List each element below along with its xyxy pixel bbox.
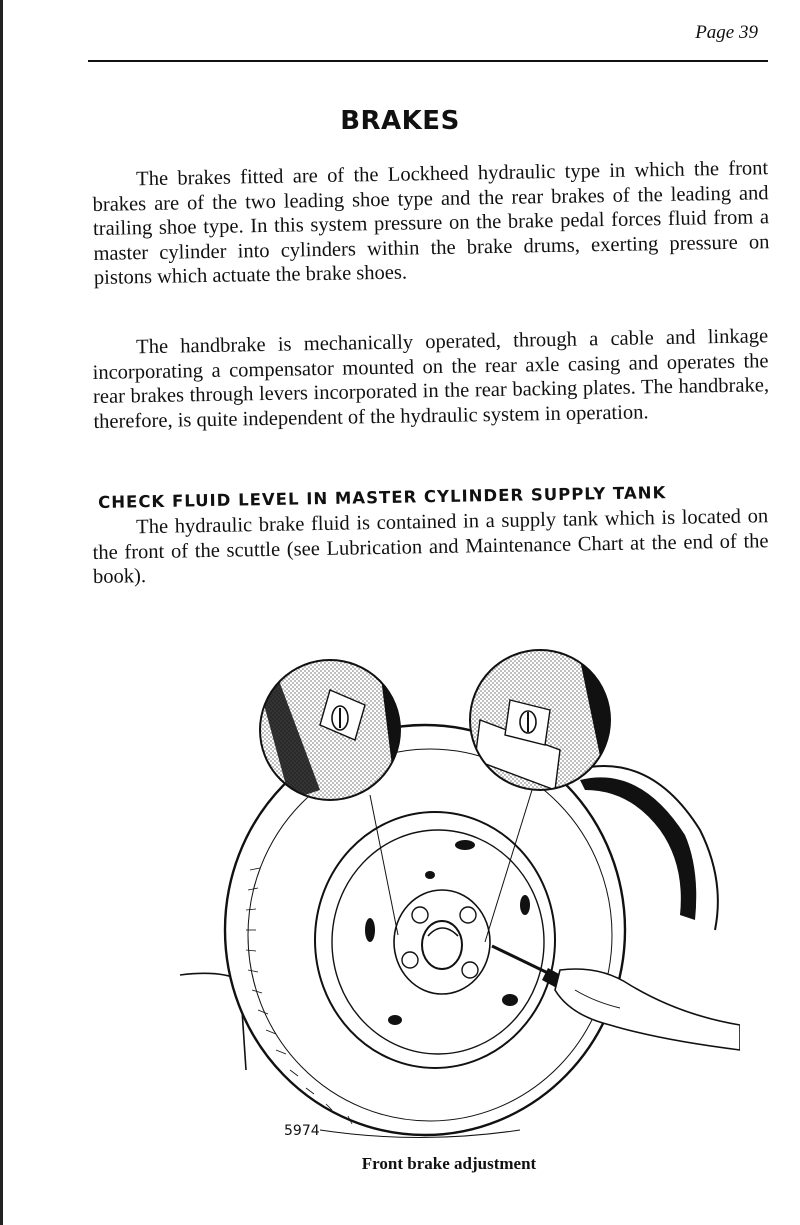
brake-adjustment-illustration: [180, 630, 740, 1140]
header-rule: [88, 60, 768, 62]
page-title: BRAKES: [340, 106, 460, 136]
inset-detail-right: [470, 650, 615, 790]
figure-caption: Front brake adjustment: [361, 1154, 537, 1173]
page-edge: [0, 0, 3, 1225]
section-heading: CHECK FLUID LEVEL IN MASTER CYLINDER SUPPLY TANK: [98, 483, 667, 512]
fluid-paragraph: The hydraulic brake fluid is contained in a supply tank which is located on the front of the scuttle (see Lubrication and Maintenance Chart at the end of the book).: [92, 505, 769, 588]
intro-paragraph: The brakes fitted are of the Lockheed hydraulic type in which the front brakes are of the two leading shoe type and the rear brakes of the leading and trailing shoe type. In this system pressure on the brake pedal forces fluid from a master cylinder into cylinders within the brake drums, exerting pressure on pistons which actuate the brake shoes.: [92, 157, 770, 289]
handbrake-paragraph: The handbrake is mechanically operated, through a cable and linkage incorporating a compensator mounted on the rear axle casing and operates the rear brakes through levers incorporated in the rear backing plates. The handbrake, therefore, is quite independent of the hydraulic system in operation.: [92, 325, 770, 433]
page-number: Page 39: [695, 22, 758, 43]
figure-number: 5974: [284, 1123, 320, 1139]
